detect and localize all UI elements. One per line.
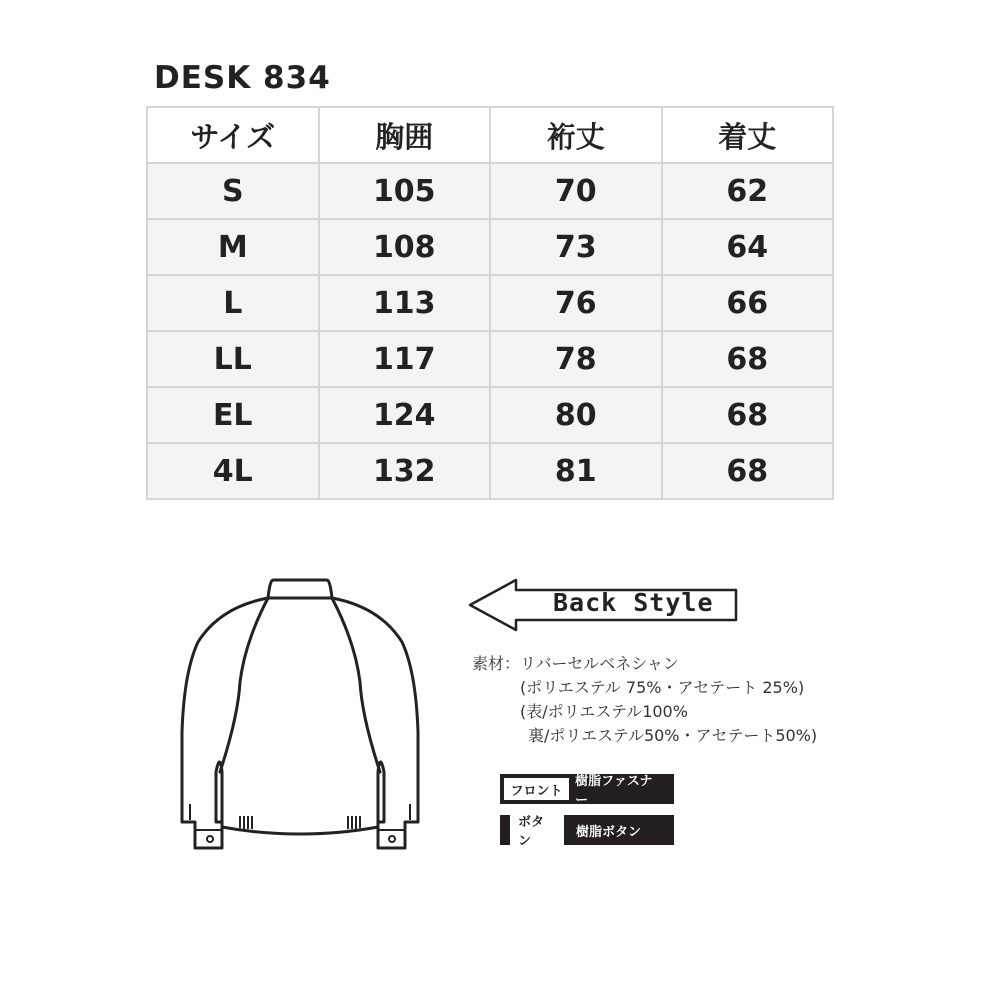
- table-row: [147, 219, 833, 275]
- header-sleeve: 裄丈: [490, 107, 662, 163]
- cell-sleeve: 80: [490, 387, 662, 443]
- cell-chest: 113: [319, 275, 491, 331]
- material-line-2: (ポリエステル 75%・アセテート 25%): [520, 678, 805, 697]
- table-row: [147, 275, 833, 331]
- material-line-3: (表/ポリエステル100%: [520, 702, 688, 721]
- cell-sleeve: 76: [490, 275, 662, 331]
- product-title: DESK 834: [154, 60, 331, 96]
- button-spec-value: 樹脂ボタン: [576, 824, 642, 840]
- cell-chest: 132: [319, 443, 491, 499]
- cell-length: 66: [662, 275, 834, 331]
- header-length: 着丈: [662, 107, 834, 163]
- material-description: [472, 652, 817, 748]
- cell-length: 68: [662, 387, 834, 443]
- cell-size: L: [147, 275, 319, 331]
- cell-length: 68: [662, 331, 834, 387]
- table-row: [147, 387, 833, 443]
- cell-size: 4L: [147, 443, 319, 499]
- cell-length: 62: [662, 163, 834, 219]
- size-table: [146, 106, 834, 500]
- front-spec-value: 樹脂ファスナー: [575, 774, 653, 808]
- cell-sleeve: 81: [490, 443, 662, 499]
- table-header-row: [147, 107, 833, 163]
- front-spec-badge: [500, 774, 674, 808]
- cell-chest: 105: [319, 163, 491, 219]
- cell-sleeve: 70: [490, 163, 662, 219]
- back-style-label: Back Style: [553, 588, 714, 617]
- table-row: [147, 331, 833, 387]
- table-row: [147, 443, 833, 499]
- cell-sleeve: 73: [490, 219, 662, 275]
- cell-length: 68: [662, 443, 834, 499]
- cell-size: S: [147, 163, 319, 219]
- cell-sleeve: 78: [490, 331, 662, 387]
- cell-size: EL: [147, 387, 319, 443]
- front-spec-key: フロント: [504, 778, 569, 800]
- material-line-1: 素材：リバーセルベネシャン: [472, 654, 679, 673]
- button-spec-key: [504, 815, 570, 849]
- cell-chest: 117: [319, 331, 491, 387]
- cell-length: 64: [662, 219, 834, 275]
- header-chest: 胸囲: [319, 107, 491, 163]
- cell-chest: 108: [319, 219, 491, 275]
- cell-chest: 124: [319, 387, 491, 443]
- cell-size: M: [147, 219, 319, 275]
- cell-size: LL: [147, 331, 319, 387]
- button-spec-key-label: ボタン: [510, 808, 564, 852]
- button-spec-badge: [500, 815, 674, 849]
- table-row: [147, 163, 833, 219]
- material-line-4: 裏/ポリエステル50%・アセテート50%): [528, 726, 818, 745]
- jacket-back-illustration-icon: [160, 572, 440, 862]
- header-size: サイズ: [147, 107, 319, 163]
